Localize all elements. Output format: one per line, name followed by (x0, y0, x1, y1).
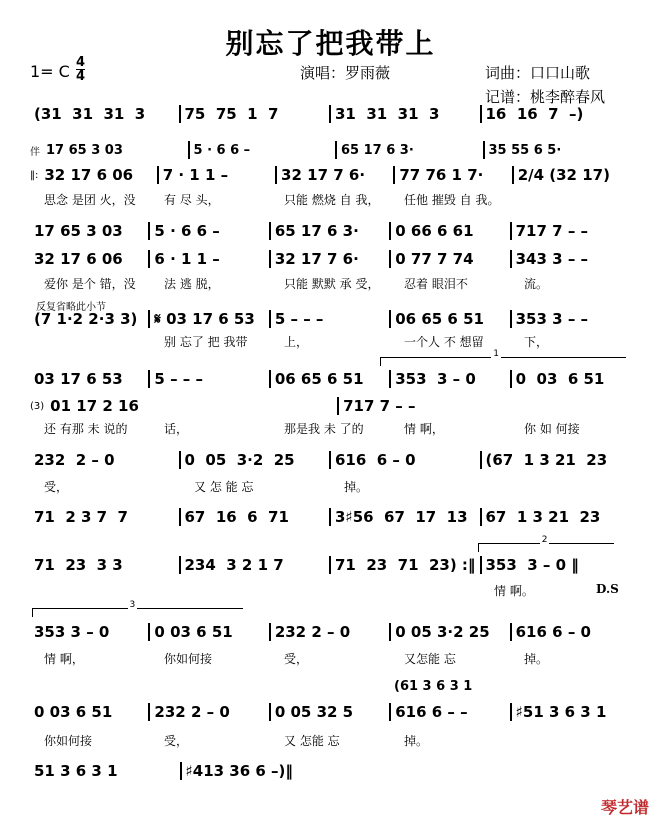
measure: 77 76 1 7· (399, 166, 484, 184)
row-prefix: ‖: (30, 169, 39, 181)
measure: 67 1 3 21 23 (485, 508, 601, 526)
measure: 616 6 – 0 (515, 623, 591, 641)
dal-segno-mark: D.S (596, 582, 619, 596)
measure: 0 03 6 51 (154, 623, 233, 641)
notation-row (30, 250, 630, 268)
lyric-segment: 那是我 未 了的 (284, 422, 364, 436)
measure: 17 65 3 03 (34, 222, 123, 240)
lyric-segment: 上， (284, 335, 309, 349)
lyrics-row (30, 582, 630, 599)
notation-row (30, 556, 630, 574)
lyrics-row (30, 275, 630, 292)
measure: 234 3 2 1 7 (184, 556, 284, 574)
notation-row (30, 623, 630, 641)
lyrics-row (30, 333, 630, 350)
notation-row (30, 703, 630, 721)
meter-top: 4 (76, 55, 86, 70)
notation-row (30, 222, 630, 240)
lyric-segment (480, 478, 630, 495)
notation-row (30, 451, 630, 469)
lyric-segment (330, 582, 480, 599)
lyric-segment: 只能 燃烧 自 我， (284, 193, 380, 207)
notation-row (30, 370, 630, 388)
measure: (67 1 3 21 23 (485, 451, 608, 469)
measure: 75 75 1 7 (184, 105, 279, 123)
notation-row (30, 105, 630, 123)
lyric-segment: 法 逃 脱， (164, 277, 220, 291)
lyrics-row (30, 191, 630, 208)
measure: 06 65 6 51 (274, 370, 364, 388)
lyric-segment (30, 333, 150, 350)
measure: 0 05 3·2 25 (395, 623, 490, 641)
measure: 17 65 3 03 (46, 142, 123, 158)
measure: 32 17 7 6· (281, 166, 366, 184)
lyric-segment: 你如何接 (164, 652, 213, 666)
lyric-segment (510, 191, 630, 208)
lyric-segment: 忍着 眼泪不 (404, 277, 468, 291)
measure: 3♯56 67 17 13 (335, 508, 468, 526)
measure: 353 3 – 0 (34, 623, 110, 641)
volta-number: 1 (493, 349, 499, 359)
notation-row (30, 397, 630, 415)
lyric-segment: 情 啊， (44, 652, 84, 666)
measure: 717 7 – – (343, 397, 416, 415)
lyrics-row (30, 732, 630, 749)
lyric-segment: 一个人 不 想留 (404, 335, 484, 349)
volta-1 (380, 349, 626, 366)
volta-number: 2 (541, 535, 548, 545)
measure: 0 05 3·2 25 (184, 451, 295, 469)
lyric-segment: 情 啊， (404, 422, 444, 436)
measure: (61 3 6 3 1 (394, 679, 473, 694)
measure: 0 03 6 51 (515, 370, 605, 388)
lyric-segment: 任他 摧毁 自 我。 (404, 193, 500, 207)
lyric-segment: 受， (164, 734, 189, 748)
measure: 353 3 – 0 ‖ (485, 556, 579, 574)
measure: 35 55 6 5· (488, 142, 562, 158)
lyric-segment: 受， (284, 652, 309, 666)
lyric-segment: 掉。 (404, 734, 429, 748)
singer-credit: 演唱：罗雨薇 (300, 64, 391, 82)
lyric-segment: 思念 是团 火，没 (44, 193, 136, 207)
notation-row (30, 508, 630, 526)
measure: 6 · 1 1 – (154, 250, 220, 268)
lyric-segment: 又 怎 能 忘 (194, 480, 254, 494)
repeat-note: 反复省略此小节 (36, 302, 106, 313)
lyric-segment: 掉。 (344, 480, 369, 494)
measure: 232 2 – 0 (34, 451, 115, 469)
row-prefix: 伴 (30, 146, 40, 158)
measure: 5 – – – (274, 310, 324, 328)
lyric-segment: 你 如 何接 (524, 422, 580, 436)
lyric-segment: 话， (164, 422, 189, 436)
row-prefix: (3) (30, 400, 45, 412)
measure: 717 7 – – (515, 222, 589, 240)
measure: 51 3 6 3 1 (34, 762, 118, 780)
measure: ♯51 3 6 3 1 (515, 703, 607, 721)
volta-2 (478, 535, 614, 552)
lyric-segment: 又怎能 忘 (404, 652, 456, 666)
notation-row (30, 310, 630, 328)
lyric-segment: 受， (44, 480, 69, 494)
time-signature (76, 56, 85, 83)
lyric-segment: 你如何接 (44, 734, 93, 748)
measure: 71 23 71 23) :‖ (335, 556, 476, 574)
measure: 232 2 – 0 (154, 703, 230, 721)
lyric-segment: 还 有那 未 说的 (44, 422, 128, 436)
lyrics-row (30, 420, 630, 437)
key-signature: 1= C (30, 62, 70, 81)
measure: (31 31 31 3 (34, 105, 146, 123)
lyric-segment: 爱你 是个 错，没 (44, 277, 136, 291)
measure: 71 2 3 7 7 (34, 508, 128, 526)
notation-row (30, 166, 630, 184)
notation-row (30, 762, 630, 780)
measure: 353 3 – – (515, 310, 589, 328)
measure: 0 77 7 74 (395, 250, 474, 268)
measure: 616 6 – – (395, 703, 468, 721)
notation-row (30, 141, 630, 159)
measure: 32 17 6 06 (44, 166, 134, 184)
measure: 32 17 6 06 (34, 250, 123, 268)
measure: (7 1·2 2·3 3) (34, 310, 138, 328)
volta-3 (32, 600, 243, 617)
measure: 0 05 32 5 (274, 703, 354, 721)
measure: 06 65 6 51 (395, 310, 484, 328)
measure: 03 17 6 53 (34, 370, 123, 388)
measure: ♯413 36 6 –)‖ (185, 762, 293, 780)
lyric-segment: 情 啊。 (494, 584, 534, 598)
measure: 232 2 – 0 (274, 623, 351, 641)
lyric-segment: 有 尽 头， (164, 193, 220, 207)
volta-number: 3 (129, 600, 136, 610)
lyric-segment (180, 582, 330, 599)
lyric-segment: 又 怎能 忘 (284, 734, 340, 748)
transcriber-credit: 记谱：桃李醉春风 (485, 88, 606, 106)
lyric-segment: 别 忘了 把 我带 (164, 335, 248, 349)
measure: 71 23 3 3 (34, 556, 123, 574)
lyrics-row (30, 650, 630, 667)
measure: 65 17 6 3· (341, 142, 414, 158)
measure: 0 66 6 61 (395, 222, 474, 240)
notation-row (30, 679, 630, 694)
measure: 7 · 1 1 – (162, 166, 229, 184)
measure: 65 17 6 3· (274, 222, 359, 240)
song-title: 别忘了把我带上 (225, 27, 436, 60)
composer-credit: 词曲：口口山歌 (485, 64, 591, 82)
lyric-segment: 只能 默默 承 受， (284, 277, 380, 291)
meter-bottom: 4 (76, 69, 86, 84)
lyrics-row (30, 478, 630, 495)
measure: 353 3 – 0 (395, 370, 476, 388)
measure: 67 16 6 71 (184, 508, 289, 526)
lyric-segment: 下， (524, 335, 549, 349)
measure: 343 3 – – (515, 250, 589, 268)
measure: 31 31 31 3 (335, 105, 440, 123)
measure: 𝄋 03 17 6 53 (154, 310, 255, 328)
measure: 01 17 2 16 (50, 397, 139, 415)
lyric-segment: 流。 (524, 277, 549, 291)
lyric-segment: 掉。 (524, 652, 549, 666)
measure: 32 17 7 6· (274, 250, 359, 268)
measure: 5 · 6 6 – (154, 222, 220, 240)
measure: 5 – – – (154, 370, 204, 388)
lyric-segment (510, 732, 630, 749)
lyric-segment (30, 582, 180, 599)
measure: 16 16 7 –) (485, 105, 584, 123)
measure: 2/4 (32 17) (517, 166, 610, 184)
measure: 5 · 6 6 – (193, 142, 251, 158)
measure: 0 03 6 51 (34, 703, 113, 721)
watermark-logo: 琴艺谱 (600, 798, 649, 817)
measure: 616 6 – 0 (335, 451, 416, 469)
